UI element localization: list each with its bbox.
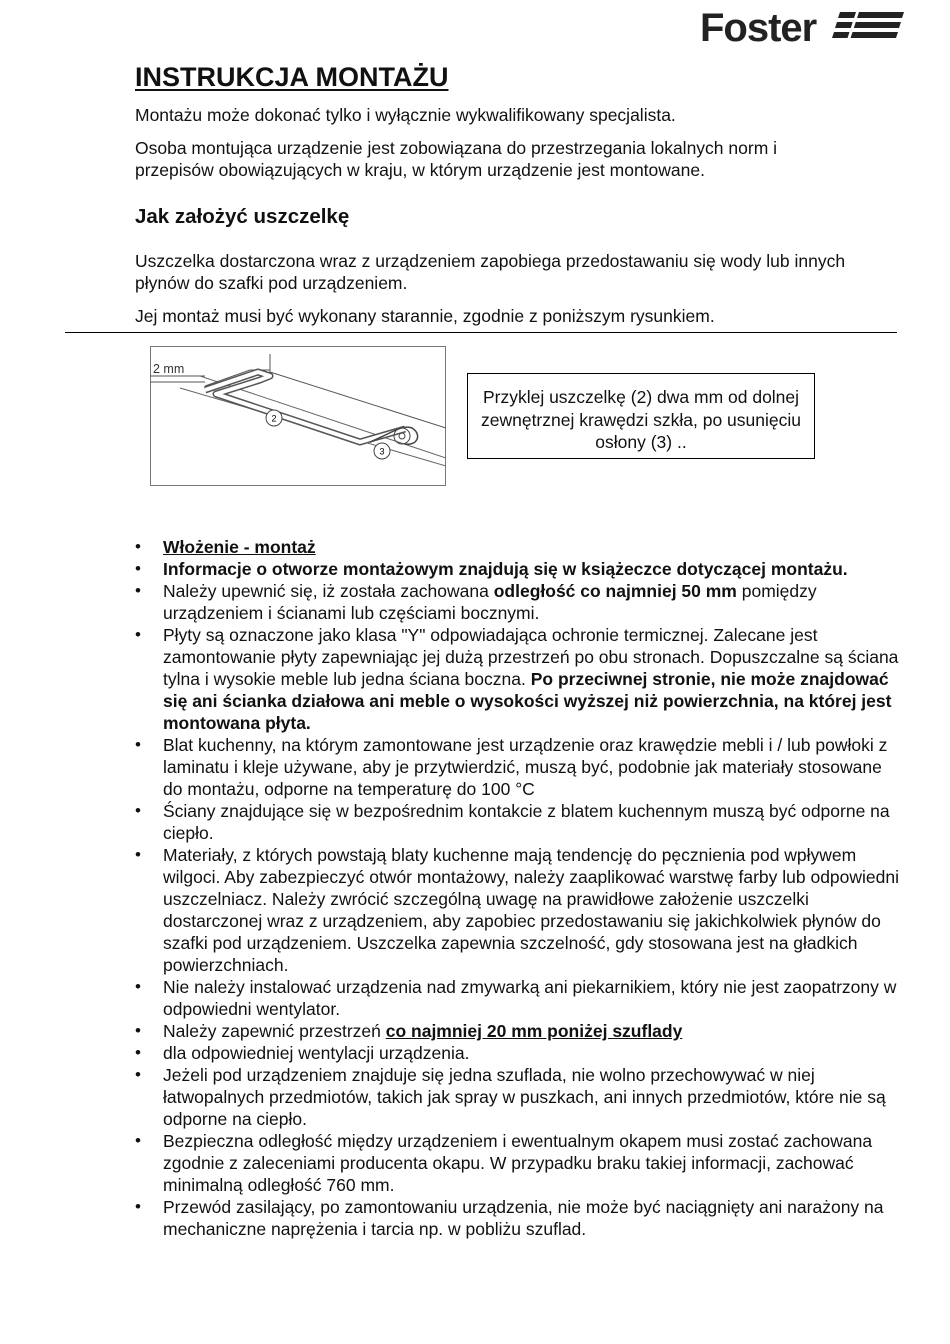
bullet-bold-text: odległość co najmniej 50 mm <box>493 581 737 601</box>
bullet-heading: Włożenie - montaż <box>163 537 316 557</box>
bullet-text: Blat kuchenny, na którym zamontowane jest urządzenie oraz krawędzie mebli i / lub powłoki z laminatu i kleje używane, aby je przytwierdzić, muszą być, podobnie jak materiały stosowane do montażu, odporne na temperaturę do 100 °C <box>163 735 888 799</box>
bullet-text: Jeżeli pod urządzeniem znajduje się jedna szuflada, nie wolno przechowywać w niej łatwopalnych przedmiotów, takich jak spray w puszkach, ani innych przedmiotów, które nie są odporne na ciepło. <box>163 1065 886 1129</box>
list-item <box>135 800 905 844</box>
intro-paragraph-2: Osoba montująca urządzenie jest zobowiązana do przestrzegania lokalnych norm i przepisów obowiązujących w kraju, w którym urządzenie jest montowane. <box>135 138 778 180</box>
bullet-text: Nie należy instalować urządzenia nad zmywarką ani piekarnikiem, który nie jest zaopatrzony w odpowiedni wentylator. <box>163 977 897 1019</box>
logo-stripes-icon <box>832 12 904 42</box>
bullet-text: Przewód zasilający, po zamontowaniu urządzenia, nie może być naciągnięty ani narażony na mechaniczne naprężenia i tarcia np. w pobliżu szuflad. <box>163 1197 884 1239</box>
foster-logo <box>700 8 905 48</box>
gasket-paragraph-2: Jej montaż musi być wykonany starannie, zgodnie z poniższym rysunkiem. <box>135 306 715 326</box>
gasket-heading: Jak założyć uszczelkę <box>135 205 350 228</box>
list-item <box>135 1042 905 1064</box>
section-divider <box>65 332 897 333</box>
bullet-bold-text: Po przeciwnej stronie, nie może znajdować się ani ścianka działowa ani meble o wysokości wyższej niż powierzchnia, na której jest montowana płyta. <box>163 669 892 733</box>
list-item <box>135 1064 905 1130</box>
list-item <box>135 624 905 734</box>
bullet-text: Należy upewnić się, iż została zachowana <box>163 581 494 601</box>
bullet-text: Płyty są oznaczone jako klasa "Y" odpowiadająca ochronie termicznej. Zalecane jest zamontowanie płyty zapewniając jej dużą przestrzeń po obu stronach. Dopuszczalne są ściana tylna i wysokie meble lub jedna ściana boczna. <box>163 625 899 689</box>
marker-2-label: 2 <box>271 413 277 424</box>
callout-box <box>467 373 815 459</box>
marker-3-label: 3 <box>379 446 385 457</box>
gasket-paragraph-1: Uszczelka dostarczona wraz z urządzeniem zapobiega przedostawaniu się wody lub innych płynów do szafki pod urządzeniem. <box>135 251 846 293</box>
bullet-text: Materiały, z których powstają blaty kuchenne mają tendencję do pęcznienia pod wpływem wilgoci. Aby zabezpieczyć otwór montażowy, należy zaaplikować warstwę farby lub odpowiedni uszczelniacz. Należy zwrócić szczególną uwagę na prawidłowe założenie uszczelki dostarczonej wraz z urządzeniem, aby zapobiec przedostawaniu się jakichkolwiek płynów do szafki pod urządzeniem. Uszczelka zapewnia szczelność, gdy stosowana jest na gładkich powierzchniach. <box>163 845 899 975</box>
dimension-label: 2 mm <box>153 362 185 376</box>
bullet-text: Ściany znajdujące się w bezpośrednim kontakcie z blatem kuchennym muszą być odporne na ciepło. <box>163 801 890 843</box>
bullet-text: Bezpieczna odległość między urządzeniem i ewentualnym okapem musi zostać zachowana zgodnie z zaleceniami producenta okapu. W przypadku braku takiej informacji, zachować minimalną odległość 760 mm. <box>163 1131 873 1195</box>
bullet-bold-text: co najmniej 20 mm poniżej szuflady <box>385 1021 683 1041</box>
callout-text: Przyklej uszczelkę (2) dwa mm od dolnej zewnętrznej krawędzi szkła, po usunięciu osłony (3) .. <box>480 387 802 452</box>
list-item <box>135 1020 905 1042</box>
gasket-diagram <box>150 346 446 486</box>
list-item <box>135 734 905 800</box>
bullet-bold-text: Informacje o otworze montażowym znajdują się w książeczce dotyczącej montażu. <box>163 559 848 579</box>
list-item <box>135 1196 905 1240</box>
list-item <box>135 1130 905 1196</box>
bullet-text: dla odpowiedniej wentylacji urządzenia. <box>163 1043 470 1063</box>
bullet-text: Należy zapewnić przestrzeń <box>163 1021 386 1041</box>
page-title: INSTRUKCJA MONTAŻU <box>135 62 449 92</box>
logo-wordmark: Foster <box>700 6 817 50</box>
list-item <box>135 580 905 624</box>
list-item <box>135 536 905 558</box>
bullet-text: pomiędzy urządzeniem i ścianami lub częściami bocznymi. <box>163 581 817 623</box>
installation-bullet-list <box>135 536 905 1240</box>
intro-paragraph-1: Montażu może dokonać tylko i wyłącznie wykwalifikowany specjalista. <box>135 105 676 125</box>
list-item <box>135 558 905 580</box>
list-item <box>135 844 905 976</box>
list-item <box>135 976 905 1020</box>
